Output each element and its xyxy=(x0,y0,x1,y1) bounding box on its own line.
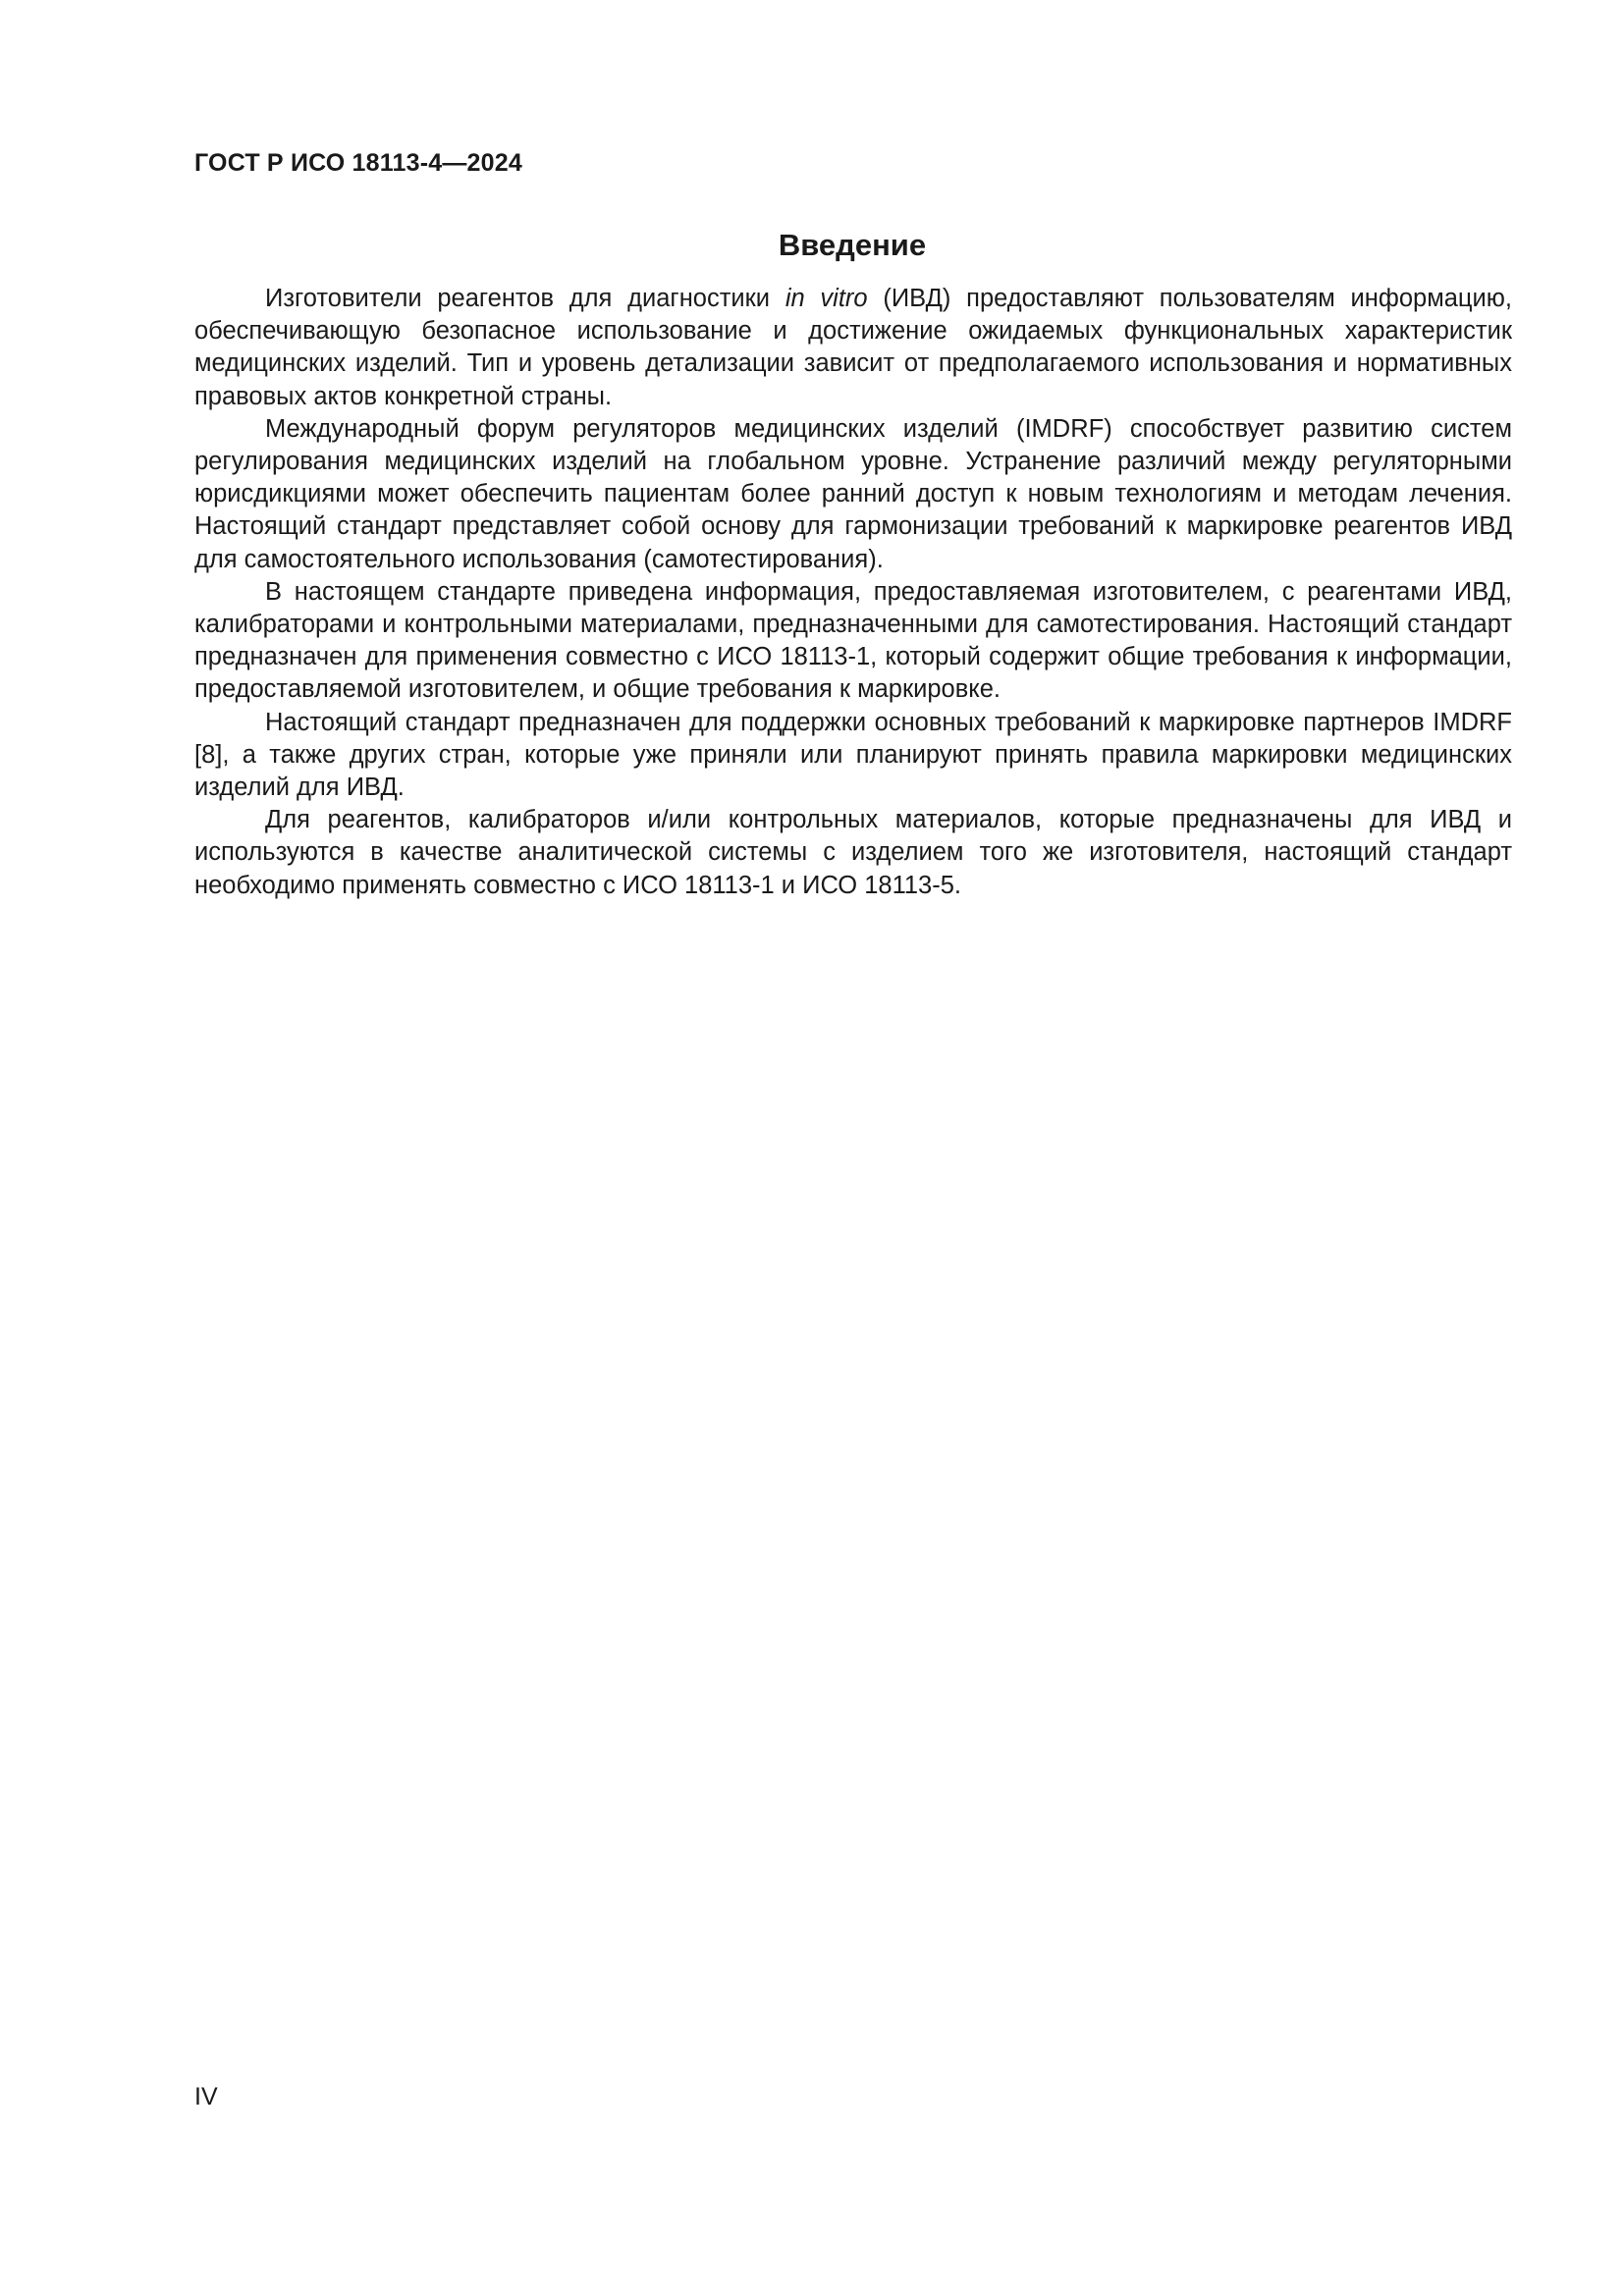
introduction-body xyxy=(194,283,1512,902)
paragraph-1-text-start: Изготовители реагентов для диагностики xyxy=(265,285,785,312)
section-title: Введение xyxy=(778,228,927,262)
paragraph-1-italic-term: in vitro xyxy=(785,285,868,312)
paragraph-4: Настоящий стандарт предназначен для поддержки основных требований к маркировке партнеров IMDRF [8], а также других стран, которые уже приняли или планируют принять правила маркировки медицинских изделий для ИВД. xyxy=(194,708,1512,802)
paragraph-1-text-end: (ИВД) предоставляют пользователям информацию, обеспечивающую безопасное использование и достижение ожидаемых функциональных характеристик медицинских изделий. Тип и уровень детализации зависит от предполагаемого использования и нормативных правовых актов конкретной страны. xyxy=(194,285,1512,410)
paragraph-2: Международный форум регуляторов медицинских изделий (IMDRF) способствует развитию систем регулирования медицинских изделий на глобальном уровне. Устранение различий между регуляторными юрисдикциями может обеспечить пациентам более ранний доступ к новым технологиям и методам лечения. Настоящий стандарт представляет собой основу для гармонизации требований к маркировке реагентов ИВД для самостоятельного использования (самотестирования). xyxy=(194,414,1512,573)
page-number: IV xyxy=(194,2083,218,2110)
document-header: ГОСТ Р ИСО 18113-4—2024 xyxy=(194,149,522,177)
paragraph-3: В настоящем стандарте приведена информация, предоставляемая изготовителем, с реагентами ИВД, калибраторами и контрольными материалами, предназначенными для самотестирования. Настоящий стандарт предназначен для применения совместно с ИСО 18113-1, который содержит общие требования к информации, предоставляемой изготовителем, и общие требования к маркировке. xyxy=(194,577,1512,704)
paragraph-1 xyxy=(194,283,1512,413)
paragraph-5: Для реагентов, калибраторов и/или контрольных материалов, которые предназначены для ИВД и используются в качестве аналитической системы с изделием того же изготовителя, настоящий стандарт необходимо применять совместно с ИСО 18113-1 и ИСО 18113-5. xyxy=(194,806,1512,899)
